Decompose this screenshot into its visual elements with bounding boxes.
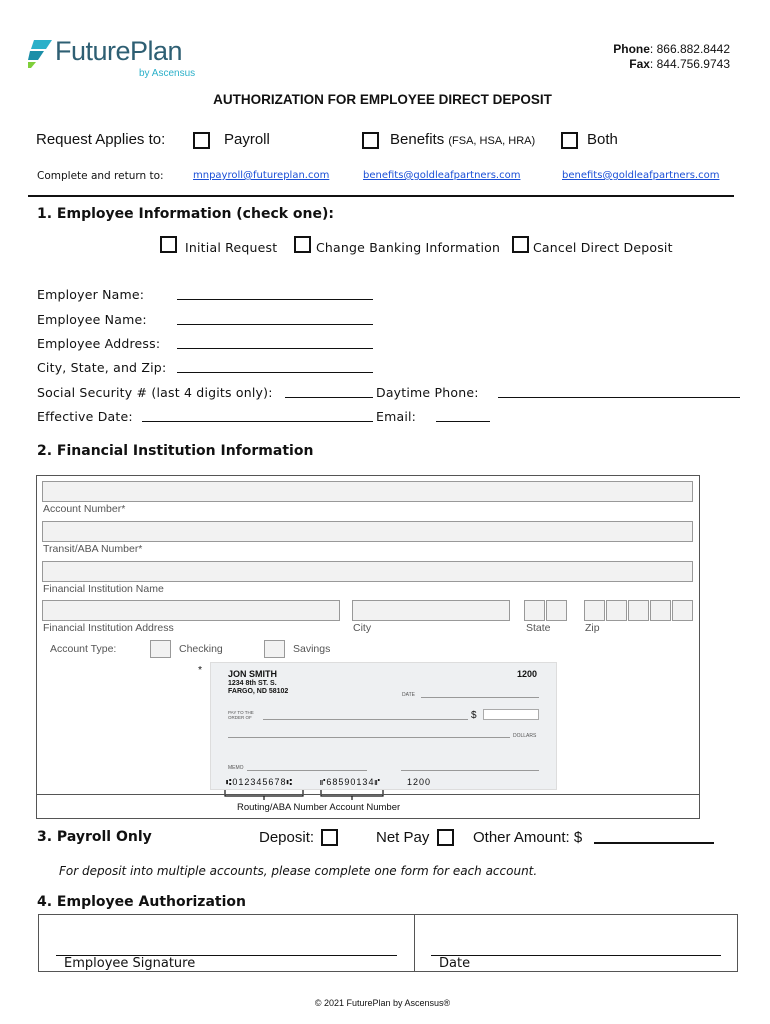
section3-title: 3. Payroll Only [37, 829, 152, 845]
employer-name-field[interactable] [177, 299, 373, 300]
check-words-line [228, 737, 510, 738]
ssn-field[interactable] [285, 397, 373, 398]
routing-account-caption: Routing/ABA Number Account Number [237, 802, 401, 813]
section4-title: 4. Employee Authorization [37, 894, 246, 910]
benefits-email-link[interactable]: benefits@goldleafpartners.com [363, 170, 521, 181]
checking-label: Checking [179, 643, 223, 655]
both-checkbox[interactable] [561, 132, 578, 149]
fi-name-field[interactable] [42, 561, 693, 582]
payroll-label: Payroll [224, 131, 270, 148]
deposit-label: Deposit: [259, 829, 315, 846]
benefits-note: (FSA, HSA, HRA) [448, 135, 536, 147]
effective-date-label: Effective Date: [37, 409, 133, 424]
authorization-box [38, 914, 738, 972]
employer-name-label: Employer Name: [37, 287, 145, 302]
city-state-zip-label: City, State, and Zip: [37, 360, 167, 375]
section1-title: 1. Employee Information (check one): [37, 206, 335, 222]
check-city: FARGO, ND 58102 [228, 688, 289, 695]
check-memo-line [247, 770, 367, 771]
email-label: Email: [376, 409, 417, 424]
signature-label: Employee Signature [64, 956, 196, 971]
check-payee-line [263, 719, 468, 720]
payroll-checkbox[interactable] [193, 132, 210, 149]
check-amount-box [483, 709, 539, 720]
fi-address-field[interactable] [42, 600, 340, 621]
divider [28, 195, 734, 197]
sample-check [210, 662, 557, 790]
cancel-deposit-checkbox[interactable] [512, 236, 529, 253]
logo [28, 36, 198, 83]
daytime-phone-field[interactable] [498, 397, 740, 398]
employee-address-field[interactable] [177, 348, 373, 349]
savings-checkbox[interactable] [264, 640, 285, 658]
logo-subtext: by Ascensus [139, 68, 196, 79]
benefits-label [390, 131, 535, 148]
fi-name-label: Financial Institution Name [43, 583, 164, 595]
check-name: JON SMITH [228, 669, 278, 679]
state-label: State [526, 622, 551, 634]
page-title: AUTHORIZATION FOR EMPLOYEE DIRECT DEPOSIT [213, 92, 552, 107]
check-street: 1234 8th ST. S. [228, 680, 277, 687]
benefits-text: Benefits [390, 131, 445, 148]
initial-request-checkbox[interactable] [160, 236, 177, 253]
authorization-divider [414, 915, 415, 971]
check-number: 1200 [517, 669, 538, 679]
zip-box-2[interactable] [606, 600, 627, 621]
check-micr-account: ⑈68590134⑈ [320, 777, 381, 787]
date-line[interactable] [431, 955, 721, 956]
financial-info-box [36, 475, 700, 819]
employee-address-label: Employee Address: [37, 336, 161, 351]
check-memo-label: MEMO [228, 765, 244, 771]
both-label: Both [587, 131, 618, 148]
ssn-label: Social Security # (last 4 digits only): [37, 385, 273, 400]
fax-value: : 844.756.9743 [649, 57, 730, 71]
fax-line [629, 57, 730, 71]
return-label: Complete and return to: [37, 170, 164, 182]
footer-copyright: © 2021 FuturePlan by Ascensus® [314, 998, 451, 1008]
city-state-zip-field[interactable] [177, 372, 373, 373]
check-date-label: DATE [402, 692, 415, 698]
transit-aba-label: Transit/ABA Number* [43, 543, 143, 555]
check-micr-routing: ⑆012345678⑆ [226, 777, 293, 787]
change-banking-label: Change Banking Information [316, 240, 501, 255]
section2-title: 2. Financial Institution Information [37, 443, 314, 459]
other-amount-field[interactable] [594, 842, 714, 844]
fi-address-label: Financial Institution Address [43, 622, 174, 634]
state-box-1[interactable] [524, 600, 545, 621]
phone-label: Phone [613, 42, 650, 56]
change-banking-checkbox[interactable] [294, 236, 311, 253]
daytime-phone-label: Daytime Phone: [376, 385, 479, 400]
logo-text: FuturePlan [55, 36, 183, 66]
fax-label: Fax [629, 57, 650, 71]
phone-value: : 866.882.8442 [649, 42, 730, 56]
benefits-checkbox[interactable] [362, 132, 379, 149]
city-field[interactable] [352, 600, 510, 621]
net-pay-label: Net Pay [376, 829, 430, 846]
state-box-2[interactable] [546, 600, 567, 621]
asterisk-note: * [198, 664, 203, 676]
net-pay-checkbox[interactable] [437, 829, 454, 846]
check-date-line [421, 697, 539, 698]
check-signature-line [401, 770, 539, 771]
routing-bracket-icon [224, 790, 304, 800]
zip-box-1[interactable] [584, 600, 605, 621]
payroll-email-link[interactable]: mnpayroll@futureplan.com [193, 170, 330, 181]
phone-line [613, 42, 730, 56]
transit-aba-field[interactable] [42, 521, 693, 542]
multiple-accounts-note: For deposit into multiple accounts, please complete one form for each account. [59, 864, 538, 878]
request-label: Request Applies to: [36, 131, 166, 148]
email-field[interactable] [436, 421, 490, 422]
effective-date-field[interactable] [142, 421, 373, 422]
check-micr-number: 1200 [407, 777, 432, 787]
employee-name-field[interactable] [177, 324, 373, 325]
account-type-label: Account Type: [50, 643, 117, 655]
zip-box-4[interactable] [650, 600, 671, 621]
date-label: Date [439, 956, 471, 971]
zip-box-5[interactable] [672, 600, 693, 621]
both-email-link[interactable]: benefits@goldleafpartners.com [562, 170, 720, 181]
account-number-label: Account Number* [43, 503, 126, 515]
check-pay-to: PAY TO THE ORDER OF [228, 710, 254, 720]
caption-divider [37, 794, 699, 795]
initial-request-label: Initial Request [185, 240, 278, 255]
employee-name-label: Employee Name: [37, 312, 147, 327]
account-number-field[interactable] [42, 481, 693, 502]
deposit-checkbox[interactable] [321, 829, 338, 846]
check-dollars-label: DOLLARS [513, 733, 537, 739]
checking-checkbox[interactable] [150, 640, 171, 658]
zip-label: Zip [585, 622, 600, 634]
other-amount-label: Other Amount: $ [473, 829, 583, 846]
account-bracket-icon [320, 790, 384, 800]
logo-mark-icon [28, 40, 52, 68]
savings-label: Savings [293, 643, 331, 655]
check-dollar-sign: $ [471, 710, 477, 721]
cancel-deposit-label: Cancel Direct Deposit [533, 240, 673, 255]
zip-box-3[interactable] [628, 600, 649, 621]
city-label: City [353, 622, 372, 634]
